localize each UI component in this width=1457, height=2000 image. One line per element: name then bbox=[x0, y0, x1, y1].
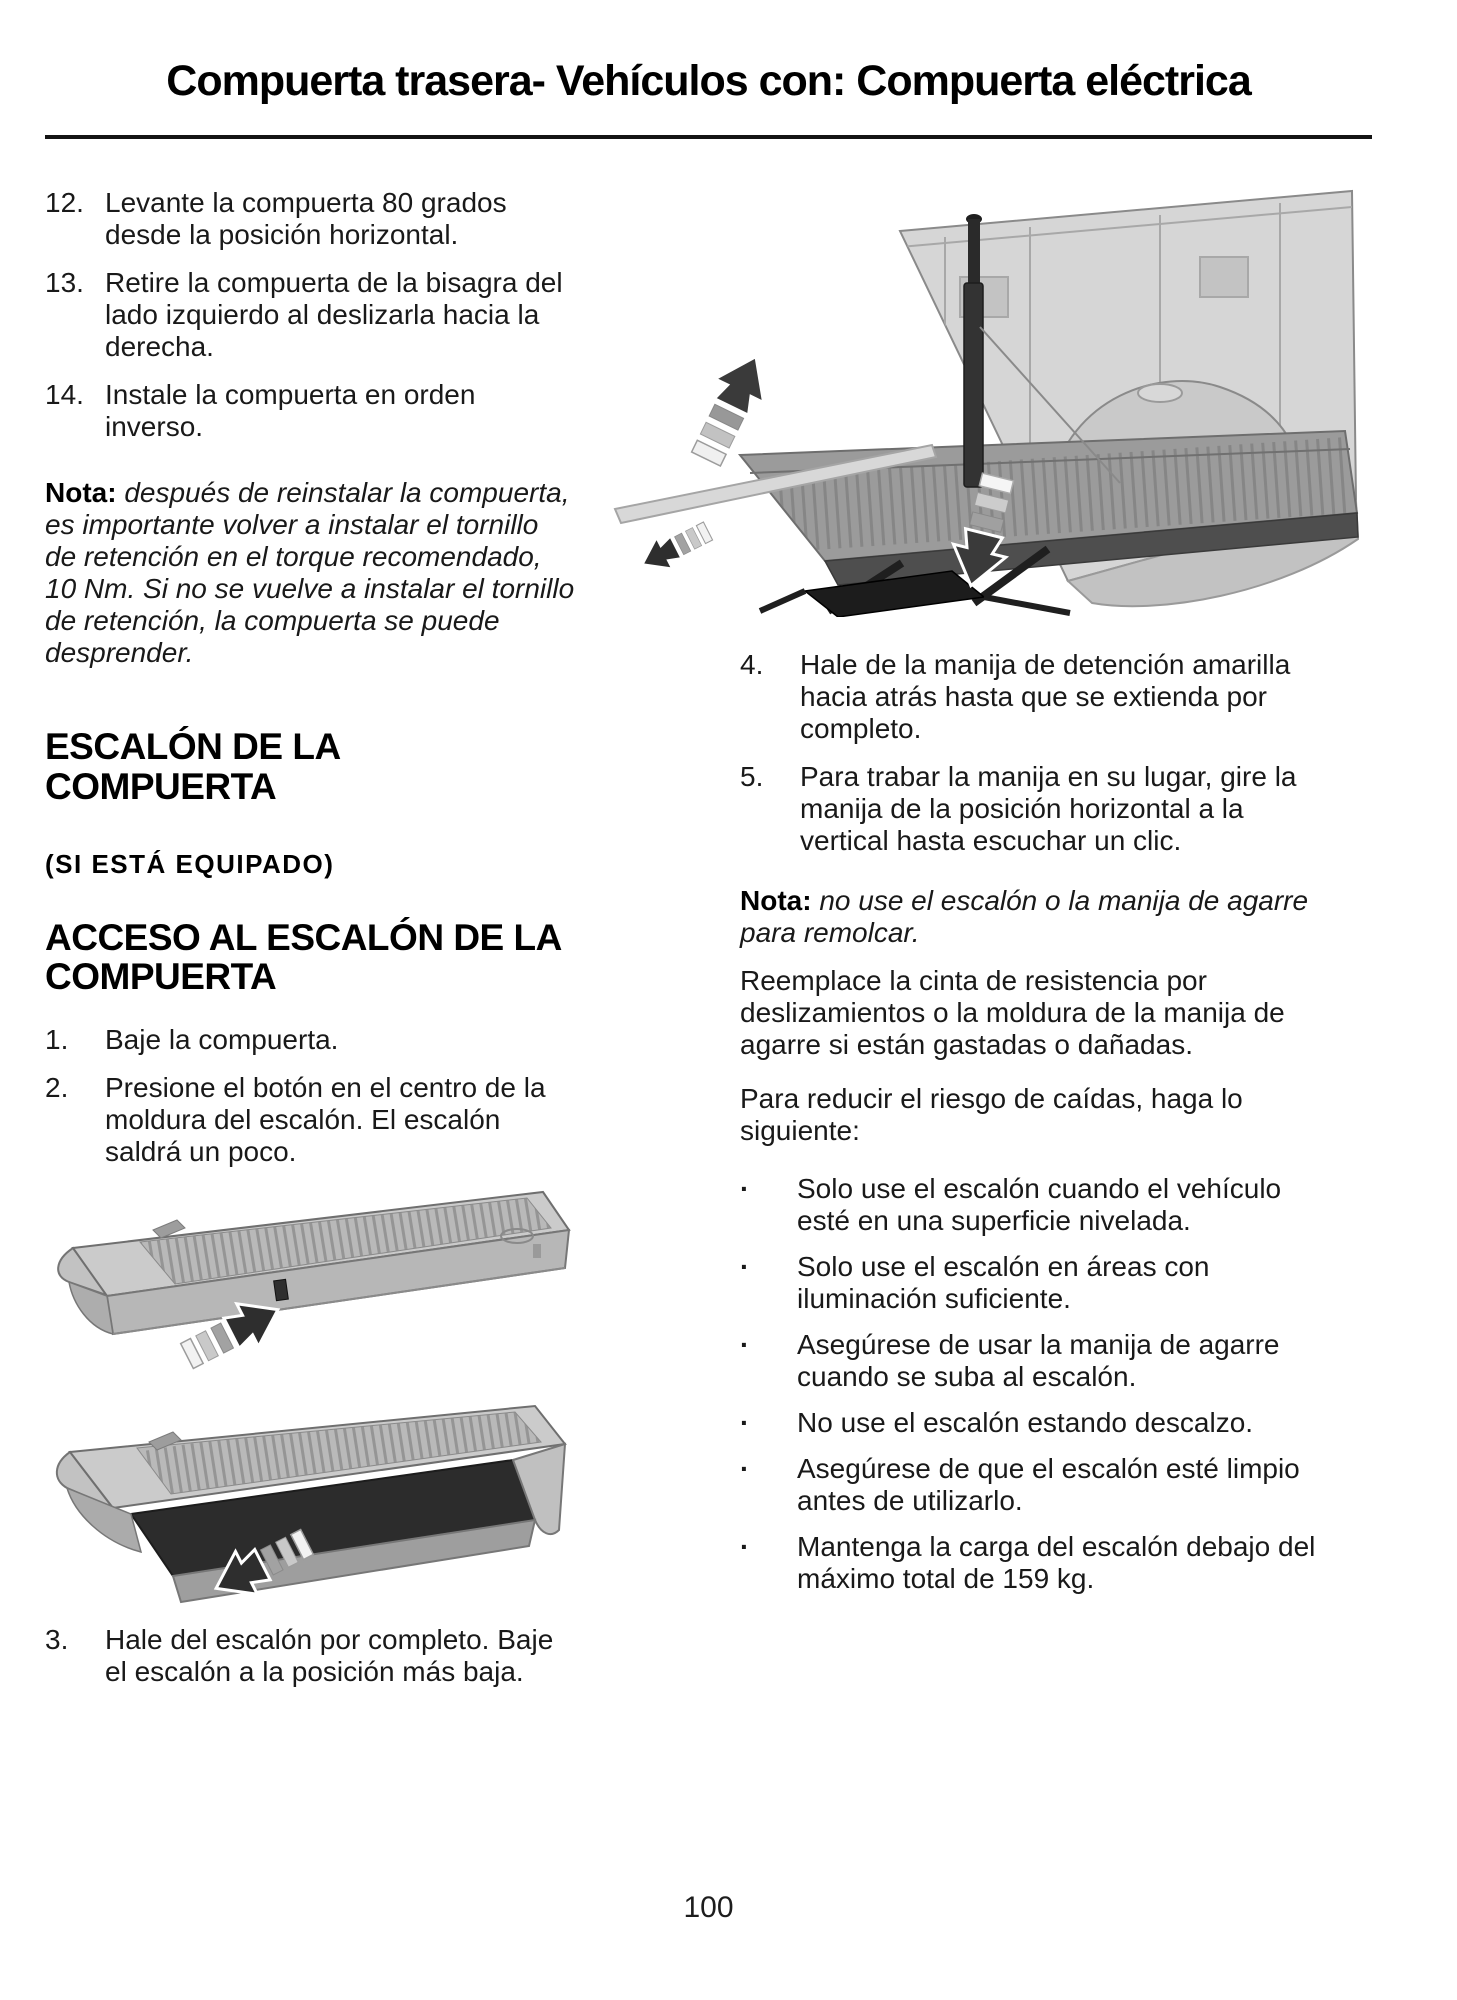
grab-handle-upper bbox=[968, 219, 980, 285]
step-number: 14. bbox=[45, 379, 84, 411]
bullet-dot: · bbox=[740, 1329, 750, 1361]
step-text: Presione el botón en el centro de la moldura del escalón. El escalón saldrá un poco. bbox=[105, 1072, 546, 1168]
bullet-text: No use el escalón estando descalzo. bbox=[797, 1407, 1254, 1439]
note-reinstall bbox=[45, 477, 575, 669]
note-text: después de reinstalar la compuerta, es importante volver a instalar el tornillo de retención en el torque recomendado, 10 Nm. Si no se vuelve a instalar el tornillo de retención, la compuerta se puede desprender. bbox=[45, 477, 575, 669]
paragraph-replace-tape: Reemplace la cinta de resistencia por deslizamientos o la moldura de la manija de agarre si están gastadas o dañadas. bbox=[740, 965, 1285, 1061]
safety-bullet-list bbox=[740, 1173, 1325, 1595]
note-label: Nota: bbox=[740, 885, 812, 917]
bullet-text: Asegúrese de que el escalón esté limpio antes de utilizarlo. bbox=[797, 1453, 1300, 1517]
step-release-button bbox=[274, 1280, 289, 1301]
step-number: 13. bbox=[45, 267, 84, 299]
note-text: no use el escalón o la manija de agarre para remolcar. bbox=[740, 885, 1309, 949]
step-item-3 bbox=[45, 1624, 575, 1688]
two-column-body bbox=[0, 139, 1457, 1704]
bullet-dot: · bbox=[740, 1251, 750, 1283]
bullet-dot: · bbox=[740, 1407, 750, 1439]
step-text: Levante la compuerta 80 grados desde la posición horizontal. bbox=[105, 187, 507, 251]
step-item-13 bbox=[45, 267, 575, 363]
bullet-text: Asegúrese de usar la manija de agarre cuando se suba al escalón. bbox=[797, 1329, 1280, 1393]
note-label: Nota: bbox=[45, 477, 117, 509]
step-text: Baje la compuerta. bbox=[105, 1024, 339, 1056]
step-button-press-figure bbox=[45, 1184, 575, 1384]
tailgate-grab-handle-figure bbox=[600, 187, 1360, 617]
note-no-towing bbox=[740, 885, 1325, 949]
bullet-text: Mantenga la carga del escalón debajo del máximo total de 159 kg. bbox=[797, 1531, 1316, 1595]
left-column bbox=[45, 187, 575, 1704]
section-subheading-if-equipped: (SI ESTÁ EQUIPADO) bbox=[45, 849, 335, 880]
step-item-1 bbox=[45, 1024, 575, 1056]
bullet-item bbox=[740, 1407, 1325, 1439]
step-item-4 bbox=[740, 649, 1325, 745]
step-text: Retire la compuerta de la bisagra del lado izquierdo al deslizarla hacia la derecha. bbox=[105, 267, 563, 363]
step-item-5 bbox=[740, 761, 1325, 857]
step-item-12 bbox=[45, 187, 575, 251]
paragraph-reduce-falls: Para reducir el riesgo de caídas, haga lo siguiente: bbox=[740, 1083, 1243, 1147]
step-text: Para trabar la manija en su lugar, gire la manija de la posición horizontal a la vertical hasta escuchar un clic. bbox=[800, 761, 1297, 857]
bullet-item bbox=[740, 1329, 1325, 1393]
handle-step-list bbox=[740, 649, 1325, 857]
grab-handle-pole bbox=[964, 283, 983, 487]
step-access-list bbox=[45, 1024, 575, 1168]
bullet-dot: · bbox=[740, 1531, 750, 1563]
step-text: Hale de la manija de detención amarilla hacia atrás hasta que se extienda por completo. bbox=[800, 649, 1291, 745]
bullet-text: Solo use el escalón en áreas con iluminación suficiente. bbox=[797, 1251, 1210, 1315]
bullet-dot: · bbox=[740, 1453, 750, 1485]
step-text: Hale del escalón por completo. Baje el escalón a la posición más baja. bbox=[105, 1624, 554, 1688]
page-header bbox=[0, 0, 1457, 105]
step-extended-figure bbox=[45, 1402, 575, 1614]
bullet-item bbox=[740, 1251, 1325, 1315]
bullet-text: Solo use el escalón cuando el vehículo esté en una superficie nivelada. bbox=[797, 1173, 1282, 1237]
subsection-heading-step-access: ACCESO AL ESCALÓN DE LA COMPUERTA bbox=[45, 917, 561, 998]
step-number: 12. bbox=[45, 187, 84, 219]
section-heading-tailgate-step: ESCALÓN DE LA COMPUERTA bbox=[45, 726, 340, 808]
bullet-item bbox=[740, 1531, 1325, 1595]
step-item-2 bbox=[45, 1072, 575, 1168]
slide-out-arrow-icon bbox=[635, 516, 716, 580]
bullet-item bbox=[740, 1453, 1325, 1517]
step-number: 5. bbox=[740, 761, 764, 793]
handle-up-arrow-icon bbox=[682, 345, 781, 471]
step-number: 2. bbox=[45, 1072, 69, 1104]
step-number: 4. bbox=[740, 649, 764, 681]
right-column bbox=[740, 187, 1325, 1609]
page-number: 100 bbox=[683, 1891, 734, 1924]
page-title: Compuerta trasera- Vehículos con: Compuerta eléctrica bbox=[166, 57, 1251, 105]
bullet-item bbox=[740, 1173, 1325, 1237]
step-number: 1. bbox=[45, 1024, 69, 1056]
step-item-14 bbox=[45, 379, 575, 443]
step-text: Instale la compuerta en orden inverso. bbox=[105, 379, 476, 443]
step-number: 3. bbox=[45, 1624, 69, 1656]
bullet-dot: · bbox=[740, 1173, 750, 1205]
